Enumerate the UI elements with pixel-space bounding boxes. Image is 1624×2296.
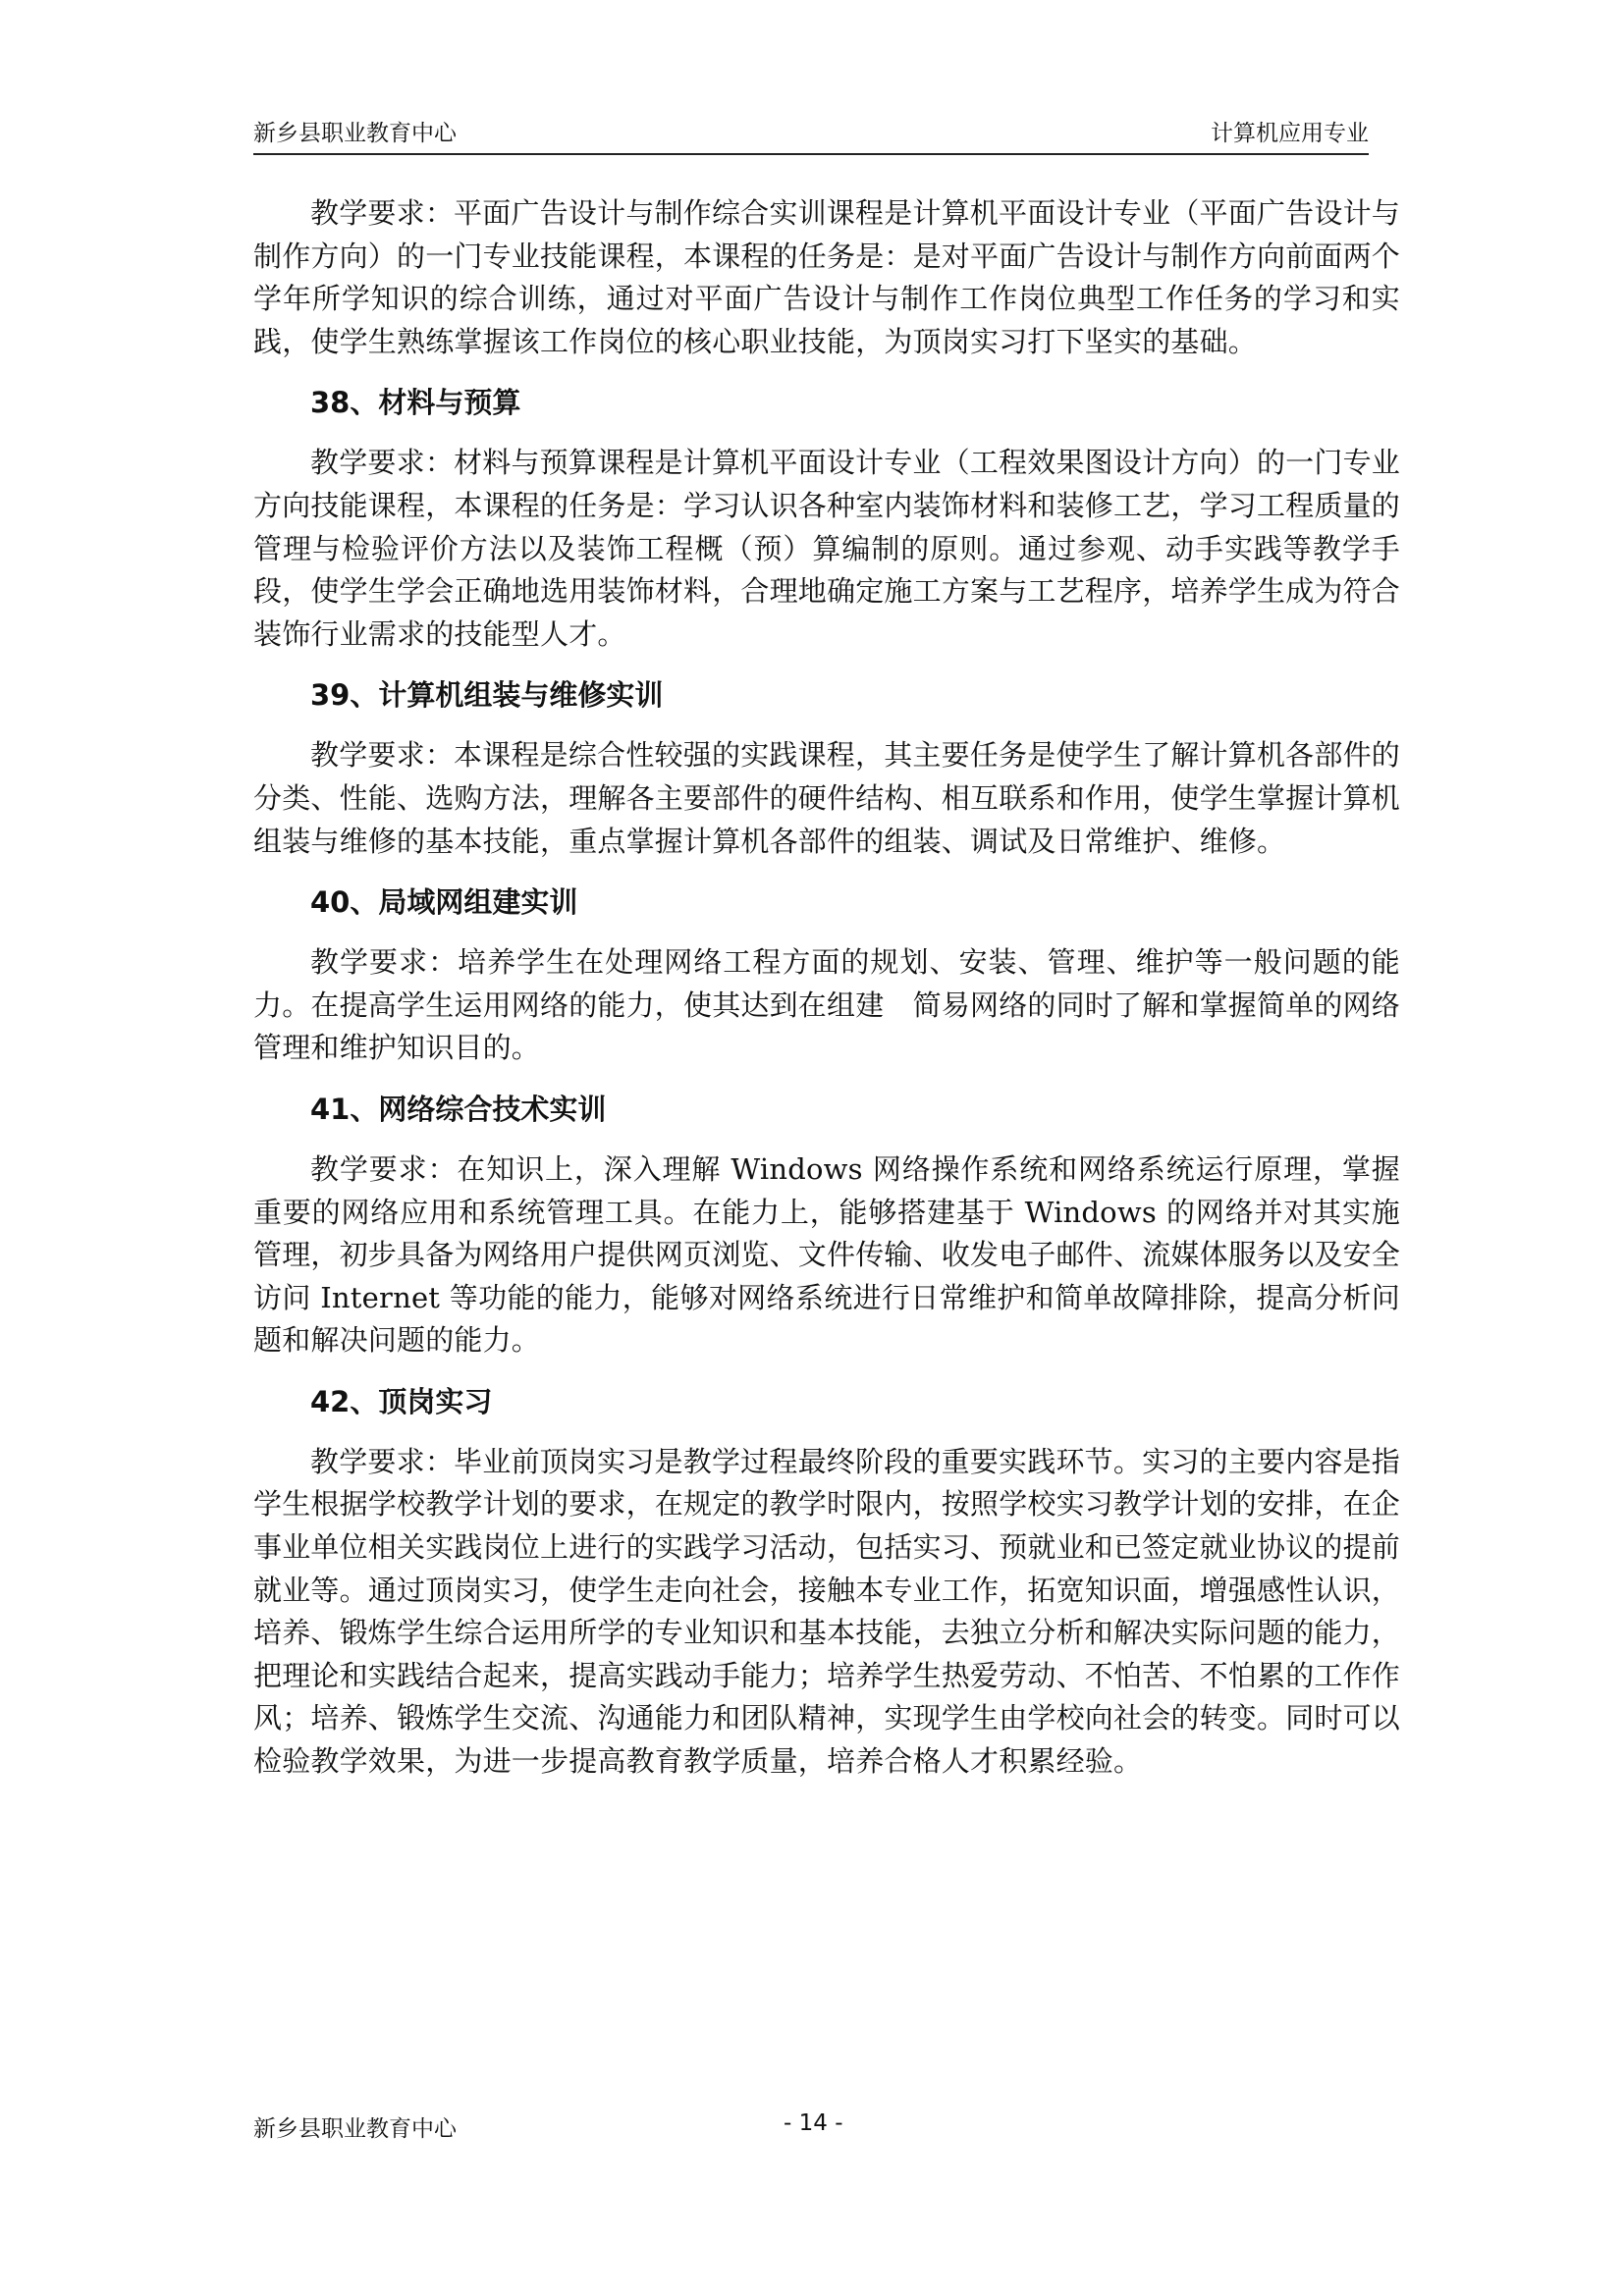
header-major-name: 计算机应用专业: [1211, 121, 1369, 146]
page-footer: [253, 2110, 1369, 2146]
header-school-name: 新乡县职业教育中心: [253, 121, 457, 146]
section-heading-39: 39、计算机组装与维修实训: [310, 678, 664, 713]
paragraph-39: 教学要求：本课程是综合性较强的实践课程，其主要任务是使学生了解计算机各部件的分类、性能、选购方法，理解各主要部件的硬件结构、相互联系和作用，使学生掌握计算机组装与维修的基本技能，重点掌握计算机各部件的组装、调试及日常维护、维修。: [253, 738, 1401, 858]
section-heading-42: 42、顶岗实习: [310, 1384, 493, 1418]
paragraph-42: 教学要求：毕业前顶岗实习是教学过程最终阶段的重要实践环节。实习的主要内容是指学生根据学校教学计划的要求，在规定的教学时限内，按照学校实习教学计划的安排，在企事业单位相关实践岗位上进行的实践学习活动，包括实习、预就业和已签定就业协议的提前就业等。通过顶岗实习，使学生走向社会，接触本专业工作，拓宽知识面，增强感性认识，培养、锻炼学生综合运用所学的专业知识和基本技能，去独立分析和解决实际问题的能力，把理论和实践结合起来，提高实践动手能力；培养学生热爱劳动、不怕苦、不怕累的工作作风；培养、锻炼学生交流、沟通能力和团队精神，实现学生由学校向社会的转变。同时可以检验教学效果，为进一步提高教育教学质量，培养合格人才积累经验。: [253, 1444, 1401, 1779]
section-heading-40: 40、局域网组建实训: [310, 885, 578, 920]
page-number: - 14 -: [784, 2110, 843, 2136]
paragraph-41: 教学要求：在知识上，深入理解 Windows 网络操作系统和网络系统运行原理，掌握重要的网络应用和系统管理工具。在能力上，能够搭建基于 Windows 的网络并对其实施管理，初步具备为网络用户提供网页浏览、文件传输、收发电子邮件、流媒体服务以及安全访问 Internet 等功能的能力，能够对网络系统进行日常维护和简单故障排除，提高分析问题和解决问题的能力。: [253, 1151, 1401, 1358]
paragraph-40: 教学要求：培养学生在处理网络工程方面的规划、安装、管理、维护等一般问题的能力。在提高学生运用网络的能力，使其达到在组建 简易网络的同时了解和掌握简单的网络管理和维护知识目的。: [253, 945, 1401, 1065]
section-heading-38: 38、材料与预算: [310, 386, 521, 420]
paragraph-38: 教学要求：材料与预算课程是计算机平面设计专业（工程效果图设计方向）的一门专业方向技能课程，本课程的任务是：学习认识各种室内装饰材料和装修工艺，学习工程质量的管理与检验评价方法以及装饰工程概（预）算编制的原则。通过参观、动手实践等教学手段，使学生学会正确地选用装饰材料，合理地确定施工方案与工艺程序，培养学生成为符合装饰行业需求的技能型人才。: [253, 446, 1401, 651]
section-heading-41: 41、网络综合技术实训: [310, 1092, 607, 1126]
document-body: [253, 192, 1400, 1803]
paragraph-intro: 教学要求：平面广告设计与制作综合实训课程是计算机平面设计专业（平面广告设计与制作方向）的一门专业技能课程，本课程的任务是：是对平面广告设计与制作方向前面两个学年所学知识的综合训练，通过对平面广告设计与制作工作岗位典型工作任务的学习和实践，使学生熟练掌握该工作岗位的核心职业技能，为顶岗实习打下坚实的基础。: [253, 196, 1401, 358]
footer-school-name: 新乡县职业教育中心: [253, 2116, 457, 2142]
page-header: [253, 110, 1369, 155]
